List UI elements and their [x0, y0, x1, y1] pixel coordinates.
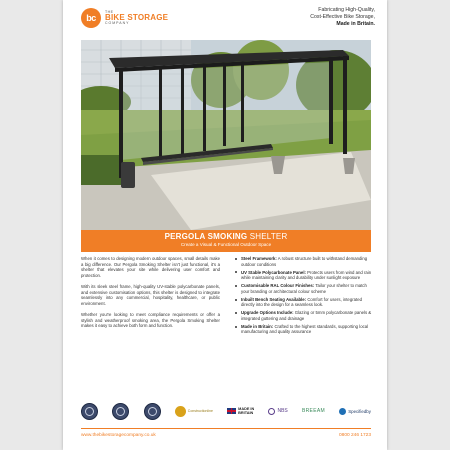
logo-badge: bc: [81, 8, 101, 28]
company-logo[interactable]: [81, 8, 168, 28]
logo-company: COMPANY: [105, 21, 130, 25]
constructionline-icon: [175, 406, 186, 417]
accreditation-seal-3: [144, 403, 161, 420]
intro-column: [81, 256, 220, 334]
breeam-logo: BREEAM: [302, 408, 325, 414]
nbs-icon: [268, 408, 275, 415]
intro-paragraph-2: With its sleek steel frame, high-quality UV-stable polycarbonate panels, and extensive customisation options, this shelter is designed to integrate seamlessly into any commercial, hospitality, healthcare, or public environment.: [81, 283, 220, 306]
website-link[interactable]: www.thebikestoragecompany.co.uk: [81, 433, 156, 438]
phone-number[interactable]: 0800 246 1723: [338, 433, 371, 438]
tagline-line-3: Made in Britain.: [336, 21, 375, 27]
header: [63, 0, 387, 38]
feature-item: Made in Britain: Crafted to the highest standards, supporting local manufacturing and quality assurance: [235, 324, 375, 335]
title-banner: [81, 230, 371, 252]
tagline-line-2: Cost-Effective Bike Storage,: [310, 14, 375, 20]
intro-paragraph-1: When it comes to designing modern outdoor spaces, small details make a big difference. Our Pergola Smoking Shelter isn't just functional, it's a shelter that elevates your site while delivering user comfort and protection.: [81, 256, 220, 278]
tagline-line-1: Fabricating High-Quality,: [318, 7, 375, 13]
feature-item: Upgrade Options Include: Glazing or 5mm polycarbonate panels & integrated guttering and drainage: [235, 310, 375, 321]
accreditation-seal-2: [112, 403, 129, 420]
accreditation-bar: [81, 400, 371, 422]
feature-item: Steel Framework: A robust structure built to withstand demanding outdoor conditions: [235, 256, 375, 267]
features-column: [235, 256, 375, 337]
constructionline-logo: Constructionline: [175, 406, 213, 417]
product-title-thin: SHELTER: [249, 232, 288, 241]
tagline: [310, 7, 375, 28]
logo-the: THE: [105, 9, 114, 14]
feature-item: Customisable RAL Colour Finishes: Tailor your shelter to match your branding or architectural colour scheme: [235, 283, 375, 294]
intro-paragraph-3: Whether you're looking to meet compliance requirements or offer a stylish and weatherproof smoking area, the Pergola Smoking Shelter makes it easy to achieve both form and function.: [81, 311, 220, 329]
feature-list: [235, 256, 375, 335]
specifiedby-logo: Specifiedby: [339, 408, 371, 415]
logo-wordmark: [105, 11, 168, 26]
accreditation-seal-1: [81, 403, 98, 420]
union-flag-icon: [227, 408, 236, 414]
hero-photo: [81, 40, 371, 230]
specifiedby-icon: [339, 408, 346, 415]
feature-item: Inbuilt Bench Seating Available: Comfort for users, integrated directly into the design for a seamless look.: [235, 297, 375, 308]
footer-divider: [81, 428, 371, 429]
datasheet-page: [63, 0, 387, 450]
feature-item: UV Stable Polycarbonate Panel: Protects users from wind and rain while maintaining clarity and durability under sunlight exposure: [235, 270, 375, 281]
logo-name: BIKE STORAGE: [105, 13, 169, 22]
product-title-bold: PERGOLA SMOKING: [164, 232, 248, 241]
product-subtitle: Create a Visual & Functional Outdoor Space: [180, 242, 272, 247]
made-in-britain-logo: MADE IN BRITAIN: [227, 407, 254, 415]
nbs-logo: NBS: [268, 408, 287, 415]
product-title: [81, 232, 371, 241]
shelter-photo-illustration: [81, 40, 371, 230]
